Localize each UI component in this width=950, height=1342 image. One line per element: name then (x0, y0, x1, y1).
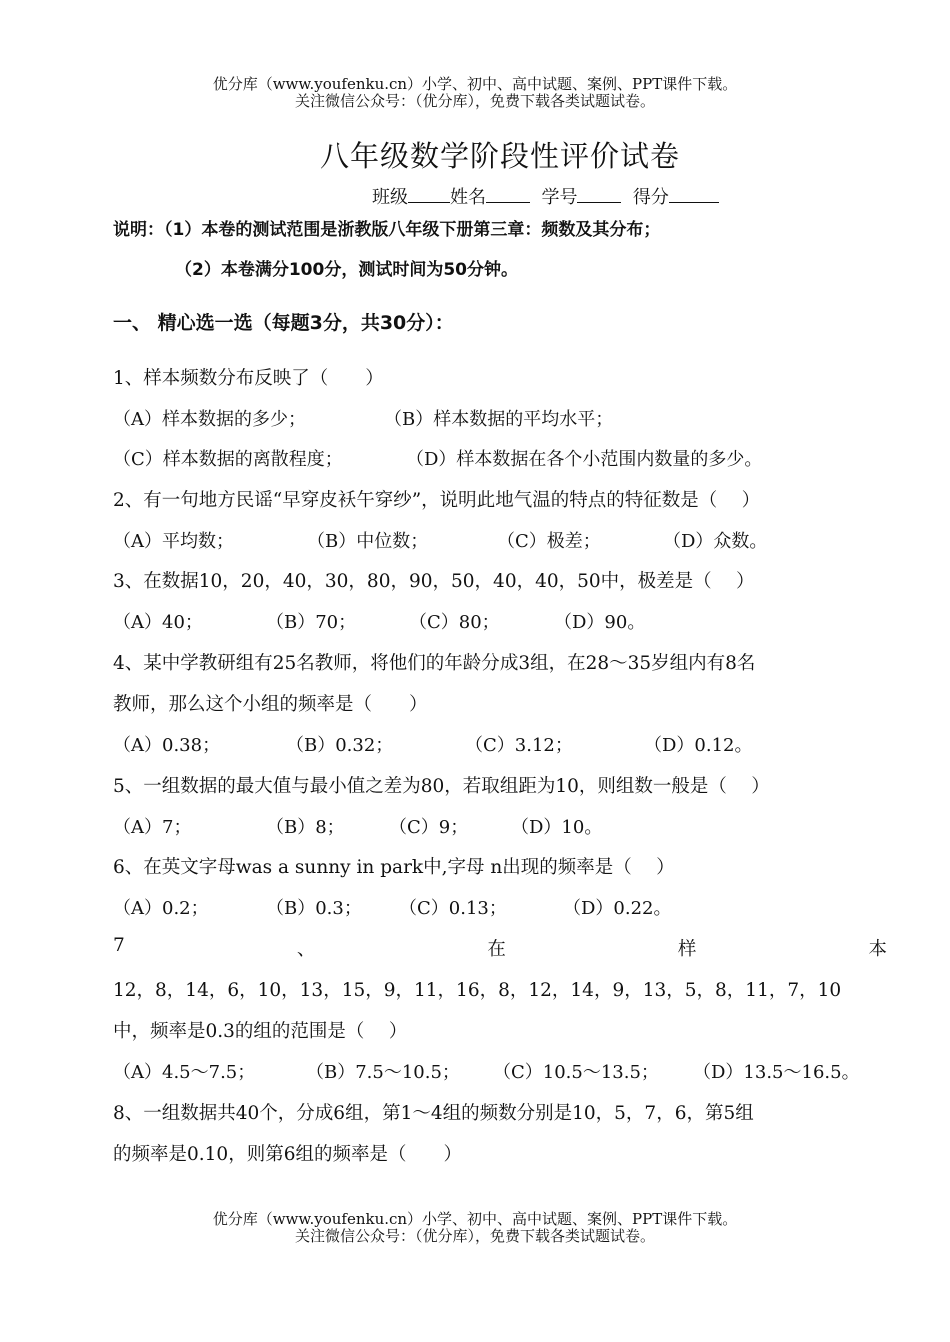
question-4-line-2: 教师，那么这个小组的频率是（ ） (113, 694, 428, 715)
q2-option-d: （D）众数。 (663, 531, 768, 552)
q5-option-d: （D）10。 (511, 817, 603, 838)
section-heading: 一、 精心选一选（每题3分，共30分）： (113, 312, 454, 334)
question-7-line-3: 中，频率是0.3的组的范围是（ ） (113, 1021, 408, 1042)
name-label: 姓名 (450, 187, 486, 208)
q5-option-a: （A）7； (113, 817, 192, 838)
q1-option-d: （D）样本数据在各个小范围内数量的多少。 (406, 449, 763, 470)
question-8-line-1: 8、一组数据共40个，分成6组，第1～4组的频数分别是10，5，7，6，第5组 (113, 1103, 754, 1124)
score-blank (669, 188, 719, 203)
question-3: 3、在数据10，20，40，30，80，90，50，40，40，50中，极差是（ ） (113, 571, 755, 592)
q3-option-d: （D）90。 (554, 612, 646, 633)
q4-option-d: （D）0.12。 (644, 735, 753, 756)
instruction-1: 说明：（1）本卷的测试范围是浙教版八年级下册第三章：频数及其分布； (113, 220, 661, 240)
q3-option-c: （C）80； (409, 612, 500, 633)
class-blank (408, 188, 450, 203)
question-7-line-1 (113, 935, 887, 961)
q6-option-b: （B）0.3； (266, 898, 362, 919)
q1-option-b: （B）样本数据的平均水平； (384, 409, 614, 430)
q6-option-c: （C）0.13； (399, 898, 507, 919)
q7-word-1: 7 (113, 935, 125, 956)
q7-word-2: 、 (296, 939, 316, 960)
q3-option-b: （B）70； (266, 612, 357, 633)
question-1: 1、样本频数分布反映了（ ） (113, 368, 384, 389)
q6-option-a: （A）0.2； (113, 898, 209, 919)
q1-option-c: （C）样本数据的离散程度； (113, 449, 343, 470)
header-line-1: 优分库（www.youfenku.cn）小学、初中、高中试题、案例、PPT课件下载。 (212, 75, 738, 93)
q7-option-d: （D）13.5～16.5。 (693, 1062, 860, 1083)
q7-word-5: 本 (868, 939, 887, 960)
q6-option-d: （D）0.22。 (563, 898, 672, 919)
question-6: 6、在英文字母was a sunny in park中,字母 n出现的频率是（ ） (113, 857, 675, 878)
id-label: 学号 (541, 187, 578, 208)
page-footer (0, 1211, 950, 1245)
q2-option-a: （A）平均数； (113, 531, 234, 552)
page-header (0, 76, 950, 110)
q1-option-a: （A）样本数据的多少； (113, 409, 306, 430)
question-8-line-2: 的频率是0.10，则第6组的频率是（ ） (113, 1144, 462, 1165)
footer-line-2: 关注微信公众号：（优分库），免费下载各类试题试卷。 (294, 1227, 655, 1245)
question-5: 5、一组数据的最大值与最小值之差为80，若取组距为10，则组数一般是（ ） (113, 776, 770, 797)
q7-word-3: 在 (487, 939, 506, 960)
name-blank (486, 188, 530, 203)
question-4-line-1: 4、某中学教研组有25名教师，将他们的年龄分成3组，在28～35岁组内有8名 (113, 653, 756, 674)
page-title: 八年级数学阶段性评价试卷 (319, 139, 680, 173)
q7-option-c: （C）10.5～13.5； (493, 1062, 659, 1083)
q7-option-a: （A）4.5～7.5； (113, 1062, 256, 1083)
q2-option-b: （B）中位数； (307, 531, 429, 552)
q4-option-c: （C）3.12； (465, 735, 573, 756)
q4-option-a: （A）0.38； (113, 735, 221, 756)
header-line-2: 关注微信公众号：（优分库），免费下载各类试题试卷。 (294, 92, 655, 110)
q3-option-a: （A）40； (113, 612, 203, 633)
student-info-line (372, 183, 719, 209)
q5-option-b: （B）8； (266, 817, 345, 838)
q7-option-b: （B）7.5～10.5； (306, 1062, 460, 1083)
id-blank (577, 188, 621, 203)
q7-word-4: 样 (677, 939, 697, 960)
question-2: 2、有一句地方民谣“早穿皮袄午穿纱”，说明此地气温的特点的特征数是（ ） (113, 490, 761, 511)
question-7-data: 12，8，14，6，10，13，15，9，11，16，8，12，14，9，13，5，8，11，7，10 (113, 980, 842, 1001)
q2-option-c: （C）极差； (497, 531, 601, 552)
instruction-2: （2）本卷满分100分，测试时间为50分钟。 (175, 260, 518, 280)
q5-option-c: （C）9； (389, 817, 469, 838)
footer-line-1: 优分库（www.youfenku.cn）小学、初中、高中试题、案例、PPT课件下载。 (212, 1210, 738, 1228)
score-label: 得分 (632, 187, 669, 208)
class-label: 班级 (372, 187, 408, 208)
q4-option-b: （B）0.32； (286, 735, 394, 756)
